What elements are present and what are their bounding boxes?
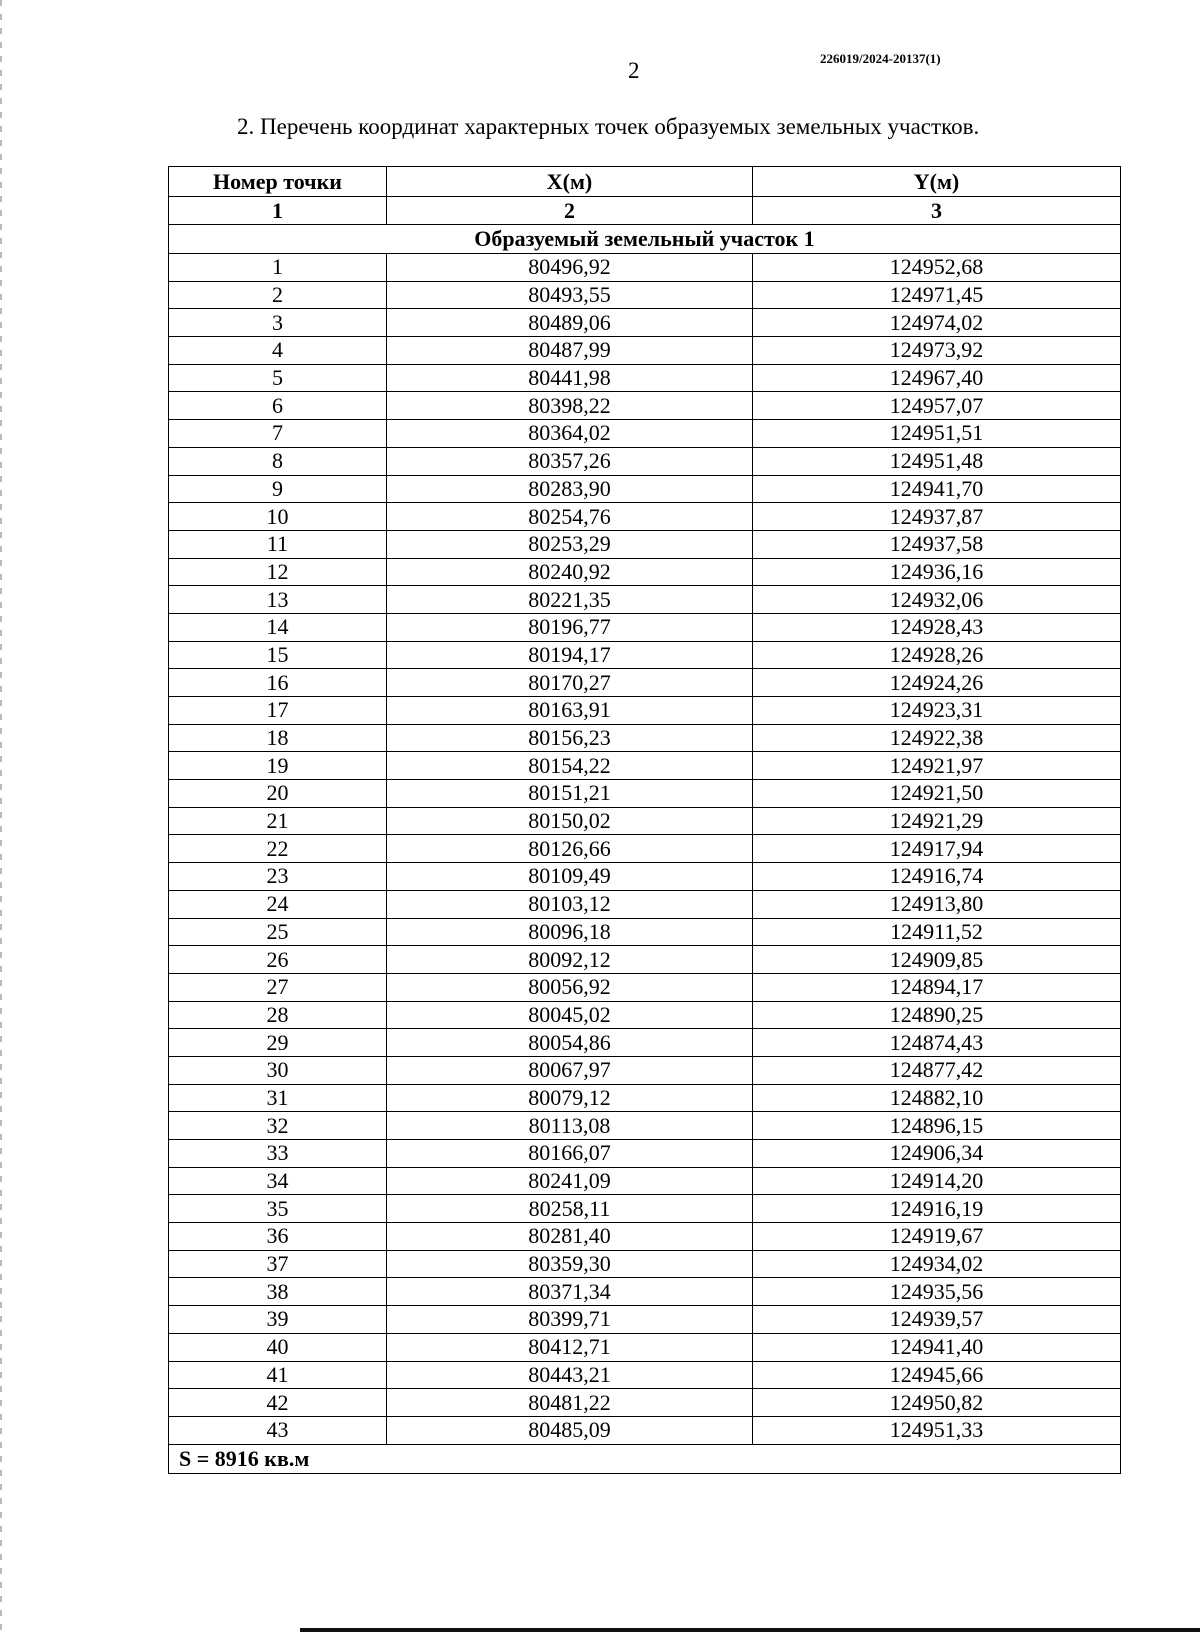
section-row [169,225,1121,254]
header-y: Y(м) [753,167,1121,197]
x-coordinate-cell: 80481,22 [387,1389,753,1417]
table-row [169,1389,1121,1417]
table-row [169,1001,1121,1029]
y-coordinate-cell: 124941,40 [753,1333,1121,1361]
point-number-cell: 6 [169,392,387,420]
x-coordinate-cell: 80103,12 [387,890,753,918]
table-row [169,392,1121,420]
y-coordinate-cell: 124939,57 [753,1306,1121,1334]
y-coordinate-cell: 124945,66 [753,1361,1121,1389]
x-coordinate-cell: 80441,98 [387,364,753,392]
table-row [169,863,1121,891]
table-row [169,309,1121,337]
x-coordinate-cell: 80221,35 [387,586,753,614]
x-coordinate-cell: 80283,90 [387,475,753,503]
x-coordinate-cell: 80079,12 [387,1084,753,1112]
x-coordinate-cell: 80096,18 [387,918,753,946]
x-coordinate-cell: 80156,23 [387,724,753,752]
x-coordinate-cell: 80359,30 [387,1250,753,1278]
y-coordinate-cell: 124973,92 [753,337,1121,365]
x-coordinate-cell: 80496,92 [387,254,753,282]
point-number-cell: 15 [169,641,387,669]
x-coordinate-cell: 80253,29 [387,530,753,558]
y-coordinate-cell: 124916,74 [753,863,1121,891]
point-number-cell: 40 [169,1333,387,1361]
table-row [169,364,1121,392]
point-number-cell: 17 [169,697,387,725]
y-coordinate-cell: 124936,16 [753,558,1121,586]
y-coordinate-cell: 124921,97 [753,752,1121,780]
y-coordinate-cell: 124951,33 [753,1416,1121,1444]
y-coordinate-cell: 124894,17 [753,973,1121,1001]
table-row [169,780,1121,808]
y-coordinate-cell: 124967,40 [753,364,1121,392]
table-row [169,752,1121,780]
x-coordinate-cell: 80163,91 [387,697,753,725]
table-row [169,1056,1121,1084]
point-number-cell: 41 [169,1361,387,1389]
x-coordinate-cell: 80493,55 [387,281,753,309]
table-row [169,1306,1121,1334]
point-number-cell: 29 [169,1029,387,1057]
x-coordinate-cell: 80150,02 [387,807,753,835]
table-row [169,1333,1121,1361]
table-row [169,613,1121,641]
table-row [169,641,1121,669]
table-row [169,254,1121,282]
y-coordinate-cell: 124874,43 [753,1029,1121,1057]
point-number-cell: 23 [169,863,387,891]
document-id: 226019/2024-20137(1) [820,51,941,66]
page-number: 2 [628,58,640,83]
x-coordinate-cell: 80109,49 [387,863,753,891]
point-number-cell: 11 [169,530,387,558]
y-coordinate-cell: 124890,25 [753,1001,1121,1029]
y-coordinate-cell: 124906,34 [753,1140,1121,1168]
table-row [169,697,1121,725]
point-number-cell: 22 [169,835,387,863]
x-coordinate-cell: 80241,09 [387,1167,753,1195]
y-coordinate-cell: 124923,31 [753,697,1121,725]
x-coordinate-cell: 80113,08 [387,1112,753,1140]
y-coordinate-cell: 124922,38 [753,724,1121,752]
coordinates-table [168,166,1121,1474]
table-row [169,1029,1121,1057]
table-row [169,447,1121,475]
x-coordinate-cell: 80126,66 [387,835,753,863]
table-row [169,890,1121,918]
point-number-cell: 5 [169,364,387,392]
x-coordinate-cell: 80196,77 [387,613,753,641]
table-row [169,1195,1121,1223]
table-row [169,475,1121,503]
point-number-cell: 10 [169,503,387,531]
table-row [169,1250,1121,1278]
y-coordinate-cell: 124928,26 [753,641,1121,669]
x-coordinate-cell: 80364,02 [387,420,753,448]
table-row [169,1167,1121,1195]
point-number-cell: 26 [169,946,387,974]
point-number-cell: 38 [169,1278,387,1306]
point-number-cell: 19 [169,752,387,780]
table-row [169,946,1121,974]
point-number-cell: 27 [169,973,387,1001]
point-number-cell: 7 [169,420,387,448]
x-coordinate-cell: 80045,02 [387,1001,753,1029]
point-number-cell: 21 [169,807,387,835]
y-coordinate-cell: 124911,52 [753,918,1121,946]
point-number-cell: 3 [169,309,387,337]
table-row [169,530,1121,558]
point-number-cell: 14 [169,613,387,641]
x-coordinate-cell: 80412,71 [387,1333,753,1361]
column-numbers-row [169,197,1121,225]
point-number-cell: 42 [169,1389,387,1417]
table-row [169,724,1121,752]
table-row [169,1361,1121,1389]
point-number-cell: 33 [169,1140,387,1168]
table-row [169,337,1121,365]
y-coordinate-cell: 124951,48 [753,447,1121,475]
point-number-cell: 4 [169,337,387,365]
x-coordinate-cell: 80485,09 [387,1416,753,1444]
y-coordinate-cell: 124941,70 [753,475,1121,503]
point-number-cell: 20 [169,780,387,808]
point-number-cell: 9 [169,475,387,503]
table-row [169,918,1121,946]
y-coordinate-cell: 124937,58 [753,530,1121,558]
y-coordinate-cell: 124971,45 [753,281,1121,309]
y-coordinate-cell: 124896,15 [753,1112,1121,1140]
point-number-cell: 43 [169,1416,387,1444]
point-number-cell: 12 [169,558,387,586]
point-number-cell: 31 [169,1084,387,1112]
column-number: 2 [387,197,753,225]
scan-edge-bottom [300,1628,1200,1632]
x-coordinate-cell: 80371,34 [387,1278,753,1306]
y-coordinate-cell: 124937,87 [753,503,1121,531]
x-coordinate-cell: 80054,86 [387,1029,753,1057]
point-number-cell: 18 [169,724,387,752]
table-row [169,503,1121,531]
point-number-cell: 39 [169,1306,387,1334]
area-row [169,1444,1121,1473]
table-row [169,281,1121,309]
y-coordinate-cell: 124935,56 [753,1278,1121,1306]
x-coordinate-cell: 80151,21 [387,780,753,808]
table-row [169,835,1121,863]
y-coordinate-cell: 124950,82 [753,1389,1121,1417]
x-coordinate-cell: 80443,21 [387,1361,753,1389]
scan-edge [0,0,2,1635]
x-coordinate-cell: 80258,11 [387,1195,753,1223]
x-coordinate-cell: 80398,22 [387,392,753,420]
point-number-cell: 24 [169,890,387,918]
table-row [169,1278,1121,1306]
x-coordinate-cell: 80489,06 [387,309,753,337]
y-coordinate-cell: 124957,07 [753,392,1121,420]
table-row [169,1112,1121,1140]
x-coordinate-cell: 80067,97 [387,1056,753,1084]
y-coordinate-cell: 124921,29 [753,807,1121,835]
table-row [169,1223,1121,1251]
table-row [169,1140,1121,1168]
point-number-cell: 28 [169,1001,387,1029]
x-coordinate-cell: 80240,92 [387,558,753,586]
x-coordinate-cell: 80194,17 [387,641,753,669]
y-coordinate-cell: 124928,43 [753,613,1121,641]
header-x: X(м) [387,167,753,197]
point-number-cell: 13 [169,586,387,614]
column-number: 1 [169,197,387,225]
section-title: Образуемый земельный участок 1 [169,225,1121,254]
y-coordinate-cell: 124877,42 [753,1056,1121,1084]
table-row [169,1084,1121,1112]
point-number-cell: 32 [169,1112,387,1140]
table-row [169,586,1121,614]
x-coordinate-cell: 80154,22 [387,752,753,780]
table-header-row [169,167,1121,197]
y-coordinate-cell: 124932,06 [753,586,1121,614]
x-coordinate-cell: 80487,99 [387,337,753,365]
y-coordinate-cell: 124882,10 [753,1084,1121,1112]
point-number-cell: 35 [169,1195,387,1223]
table-row [169,669,1121,697]
table-row [169,420,1121,448]
y-coordinate-cell: 124924,26 [753,669,1121,697]
column-number: 3 [753,197,1121,225]
y-coordinate-cell: 124916,19 [753,1195,1121,1223]
x-coordinate-cell: 80399,71 [387,1306,753,1334]
table-row [169,973,1121,1001]
section-heading: 2. Перечень координат характерных точек образуемых земельных участков. [237,114,980,139]
x-coordinate-cell: 80281,40 [387,1223,753,1251]
y-coordinate-cell: 124934,02 [753,1250,1121,1278]
x-coordinate-cell: 80166,07 [387,1140,753,1168]
y-coordinate-cell: 124952,68 [753,254,1121,282]
point-number-cell: 34 [169,1167,387,1195]
point-number-cell: 30 [169,1056,387,1084]
x-coordinate-cell: 80056,92 [387,973,753,1001]
y-coordinate-cell: 124919,67 [753,1223,1121,1251]
x-coordinate-cell: 80170,27 [387,669,753,697]
point-number-cell: 36 [169,1223,387,1251]
point-number-cell: 8 [169,447,387,475]
table-row [169,1416,1121,1444]
table-row [169,807,1121,835]
y-coordinate-cell: 124951,51 [753,420,1121,448]
y-coordinate-cell: 124909,85 [753,946,1121,974]
y-coordinate-cell: 124914,20 [753,1167,1121,1195]
x-coordinate-cell: 80092,12 [387,946,753,974]
y-coordinate-cell: 124921,50 [753,780,1121,808]
y-coordinate-cell: 124917,94 [753,835,1121,863]
header-point-number: Номер точки [169,167,387,197]
point-number-cell: 1 [169,254,387,282]
point-number-cell: 16 [169,669,387,697]
y-coordinate-cell: 124913,80 [753,890,1121,918]
table-row [169,558,1121,586]
point-number-cell: 2 [169,281,387,309]
point-number-cell: 37 [169,1250,387,1278]
y-coordinate-cell: 124974,02 [753,309,1121,337]
area-value: S = 8916 кв.м [169,1444,1121,1473]
x-coordinate-cell: 80357,26 [387,447,753,475]
point-number-cell: 25 [169,918,387,946]
x-coordinate-cell: 80254,76 [387,503,753,531]
